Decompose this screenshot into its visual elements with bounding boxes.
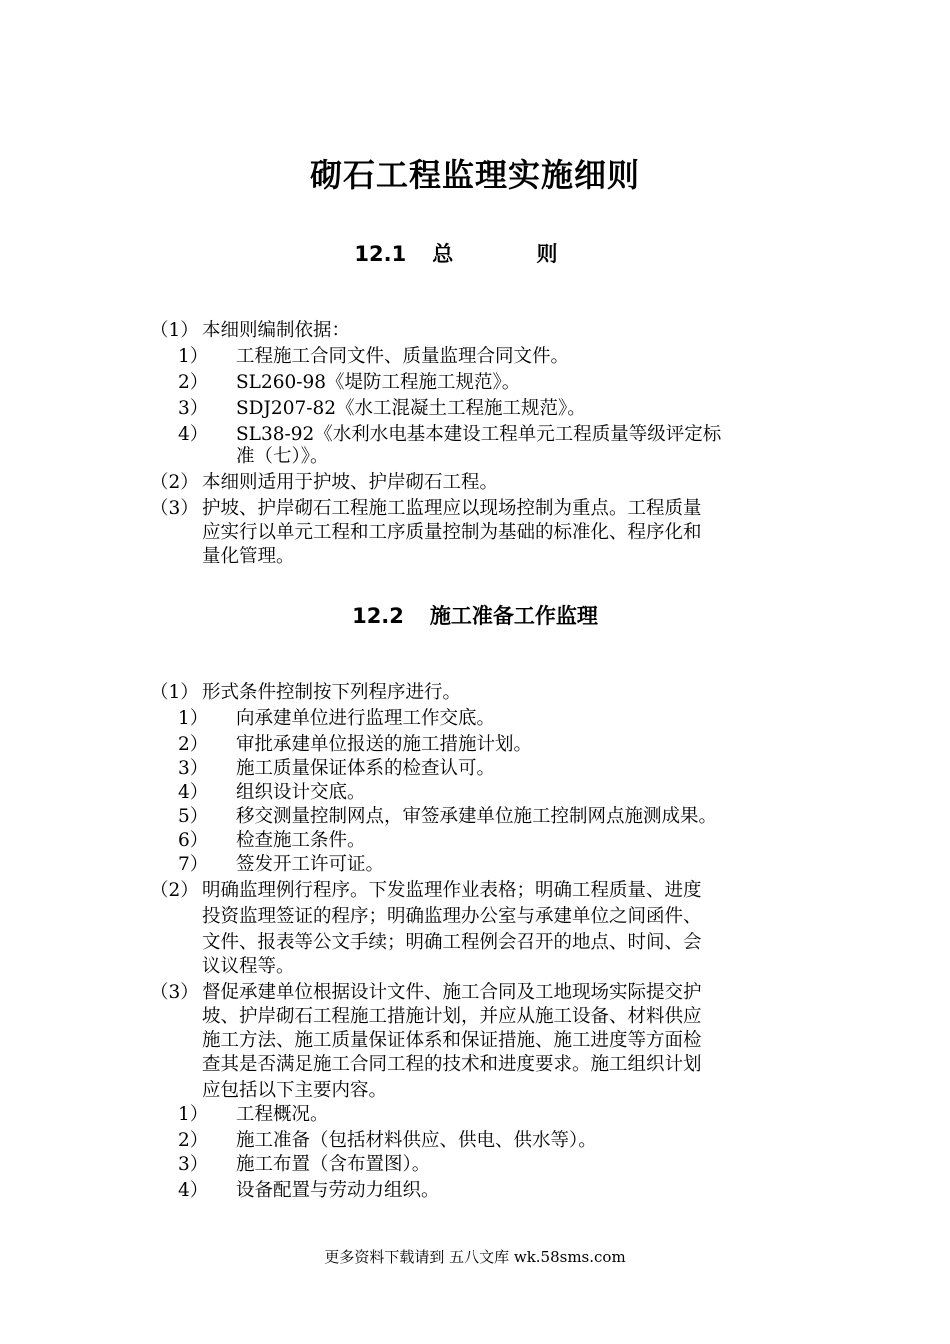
section-heading-12-1 xyxy=(0,238,950,268)
item-label: 7） xyxy=(178,854,209,875)
paragraph-text: 投资监理签证的程序；明确监理办公室与承建单位之间函件、 xyxy=(202,906,702,927)
item-label: 4） xyxy=(178,424,209,445)
paragraph-label: （3） xyxy=(150,498,199,519)
item-label: 2） xyxy=(178,1130,209,1151)
section-number: 12.1 xyxy=(354,242,407,266)
section-title: 总 则 xyxy=(432,242,596,266)
item-text: 施工布置（含布置图）。 xyxy=(236,1154,431,1175)
paragraph-label: （2） xyxy=(150,472,199,493)
item-label: 3） xyxy=(178,398,209,419)
item-label: 3） xyxy=(178,758,209,779)
paragraph-text: 施工方法、施工质量保证体系和保证措施、施工进度等方面检 xyxy=(202,1030,702,1051)
item-text: 设备配置与劳动力组织。 xyxy=(236,1180,440,1201)
paragraph-text: 议议程等。 xyxy=(202,956,295,977)
item-label: 1） xyxy=(178,708,209,729)
document-title: 砌石工程监理实施细则 xyxy=(309,156,640,194)
section-number: 12.2 xyxy=(352,604,404,628)
item-text: SDJ207-82《水工混凝土工程施工规范》。 xyxy=(236,398,586,419)
paragraph-text: 形式条件控制按下列程序进行。 xyxy=(202,682,462,703)
paragraph-label: （1） xyxy=(150,320,199,341)
item-text: 准（七）》。 xyxy=(236,446,329,467)
item-label: 1） xyxy=(178,1104,209,1125)
paragraph-text: 本细则适用于护坡、护岸砌石工程。 xyxy=(202,472,499,493)
item-label: 1） xyxy=(178,346,209,367)
paragraph-text: 坡、护岸砌石工程施工措施计划，并应从施工设备、材料供应 xyxy=(202,1006,702,1027)
paragraph-label: （2） xyxy=(150,880,199,901)
item-text: 检查施工条件。 xyxy=(236,830,366,851)
paragraph-text: 量化管理。 xyxy=(202,546,295,567)
item-label: 2） xyxy=(178,372,209,393)
paragraph-text: 督促承建单位根据设计文件、施工合同及工地现场实际提交护 xyxy=(202,982,702,1003)
section-title: 施工准备工作监理 xyxy=(429,604,598,628)
item-label: 3） xyxy=(178,1154,209,1175)
item-label: 4） xyxy=(178,1180,209,1201)
paragraph-text: 应实行以单元工程和工序质量控制为基础的标准化、程序化和 xyxy=(202,522,702,543)
item-text: 移交测量控制网点，审签承建单位施工控制网点施测成果。 xyxy=(236,806,718,827)
paragraph-label: （1） xyxy=(150,682,199,703)
item-label: 2） xyxy=(178,734,209,755)
section-heading-12-2 xyxy=(0,600,950,630)
item-text: 工程施工合同文件、质量监理合同文件。 xyxy=(236,346,570,367)
paragraph-label: （3） xyxy=(150,982,199,1003)
item-text: SL38-92《水利水电基本建设工程单元工程质量等级评定标 xyxy=(236,424,722,445)
item-label: 5） xyxy=(178,806,209,827)
item-text: 施工质量保证体系的检查认可。 xyxy=(236,758,496,779)
paragraph-text: 明确监理例行程序。下发监理作业表格；明确工程质量、进度 xyxy=(202,880,702,901)
item-text: 审批承建单位报送的施工措施计划。 xyxy=(236,734,533,755)
item-text: 签发开工许可证。 xyxy=(236,854,385,875)
item-text: 组织设计交底。 xyxy=(236,782,366,803)
footer-text: 更多资料下载请到 五八文库 wk.58sms.com xyxy=(324,1248,626,1266)
item-text: 向承建单位进行监理工作交底。 xyxy=(236,708,496,729)
item-label: 6） xyxy=(178,830,209,851)
paragraph-text: 文件、报表等公文手续；明确工程例会召开的地点、时间、会 xyxy=(202,932,702,953)
item-text: SL260-98《堤防工程施工规范》。 xyxy=(236,372,521,393)
item-label: 4） xyxy=(178,782,209,803)
item-text: 施工准备（包括材料供应、供电、供水等）。 xyxy=(236,1130,597,1151)
paragraph-text: 本细则编制依据： xyxy=(202,320,351,341)
paragraph-text: 护坡、护岸砌石工程施工监理应以现场控制为重点。工程质量 xyxy=(202,498,702,519)
paragraph-text: 应包括以下主要内容。 xyxy=(202,1080,388,1101)
paragraph-text: 查其是否满足施工合同工程的技术和进度要求。施工组织计划 xyxy=(202,1054,702,1075)
item-text: 工程概况。 xyxy=(236,1104,329,1125)
